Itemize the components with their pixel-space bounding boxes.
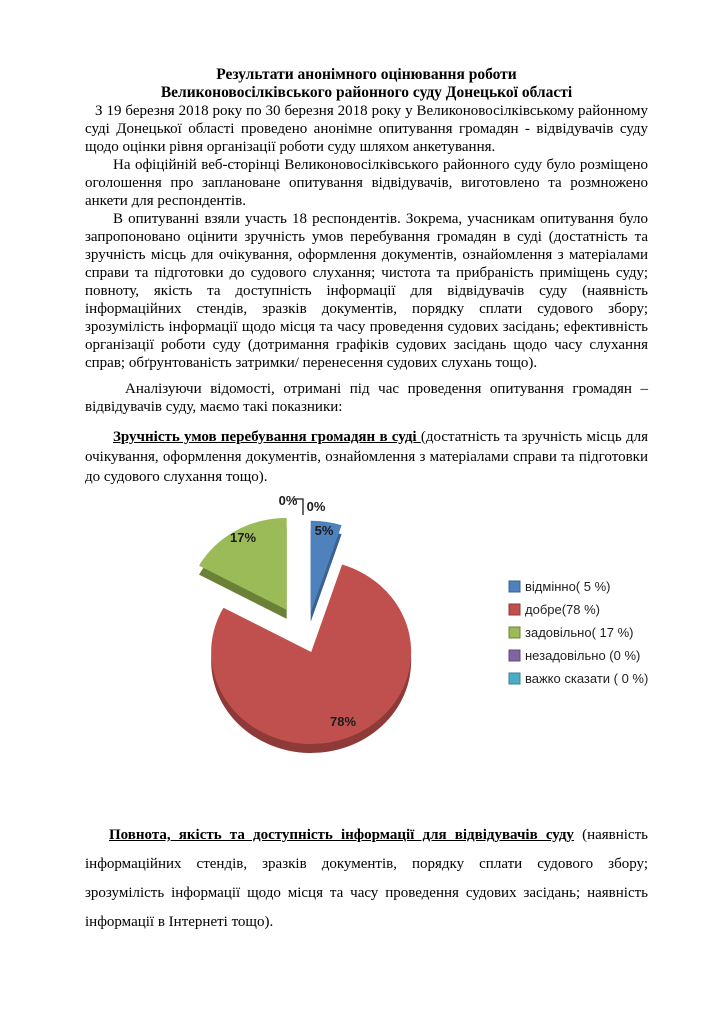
pie-slice-0-label: 5%: [314, 523, 334, 538]
paragraph-announcement: На офіційній веб-сторінці Великоновосілківського районного суду було розміщено оголошення про заплановане опитування відвідувачів, виготовлено та розмножено анкети для респондентів.: [85, 157, 648, 209]
legend-swatch-3: [509, 650, 520, 661]
legend-swatch-4: [509, 673, 520, 684]
legend-label-2: задовільно( 17 %): [525, 625, 634, 640]
legend-label-0: відмінно( 5 %): [525, 579, 611, 594]
pie-chart: [85, 488, 660, 795]
document-title: [85, 66, 648, 102]
paragraph-respondents: В опитуванні взяли участь 18 респондентів. Зокрема, учасникам опитування було запропоновано оцінити зручність умов перебування громадян в суді (достатність та зручність місць для очікування, оформлення документів, ознайомлення з матеріалами справи та підготовки до судового слухання; чистота та прибраність приміщень суду; повноту, якість та доступність інформації для відвідувачів суду (наявність інформаційних стендів, зразків документів, порядку сплати судового збору; зрозумілість інформації щодо місця та часу проведення судових засідань; ефективність організації роботи суду (дотримання графіків судових засідань щодо часу слухання справ; обґрунтованість затримки/ перенесення судових слухань тощо).: [85, 211, 648, 371]
legend-swatch-0: [509, 581, 520, 592]
pie-slice-2-label: 17%: [229, 530, 257, 545]
section2-heading-rest: (наявність інформаційних стендів, зразків документів, порядку сплати судового збору; зрозумілість інформації щодо місця та часу проведення судових засідань; наявність інформації в Інтернеті тощо).: [85, 827, 648, 930]
section1-heading-rest: (достатність та зручність місць для очікування, оформлення документів, ознайомлення з матеріалами справи та підготовки до судового слухання тощо).: [85, 429, 648, 485]
section1-heading: [85, 427, 648, 487]
pie-chart-svg: [85, 488, 660, 795]
paragraph-analysis-intro: Аналізуючи відомості, отримані під час проведення опитування громадян – відвідувачів суду, маємо такі показники:: [85, 381, 648, 415]
section2-heading-lead: Повнота, якість та доступність інформації для відвідувачів суду: [109, 827, 574, 843]
section1-heading-lead: Зручність умов перебування громадян в суді: [113, 429, 421, 445]
legend-label-1: добре(78 %): [525, 602, 601, 617]
pie-slice-3-label: 0%: [278, 493, 298, 508]
legend-swatch-1: [509, 604, 520, 615]
paragraph-survey-period: З 19 березня 2018 року по 30 березня 2018 року у Великоновосілківському районному суді Донецької області проведено анонімне опитування громадян - відвідувачів суду щодо оцінки рівня організації роботи суду шляхом анкетування.: [85, 103, 648, 155]
pie-slice-1-label: 78%: [329, 714, 357, 729]
legend-label-3: незадовільно (0 %): [525, 648, 641, 663]
pie-slice-4-label: 0%: [306, 499, 326, 514]
title-line-1: Результати анонімного оцінювання роботи: [216, 66, 517, 83]
legend-swatch-2: [509, 627, 520, 638]
legend-label-4: важко сказати ( 0 %): [525, 671, 649, 686]
title-line-2: Великоновосілківського районного суду Донецької області: [160, 84, 573, 101]
section2-heading: [85, 821, 648, 937]
